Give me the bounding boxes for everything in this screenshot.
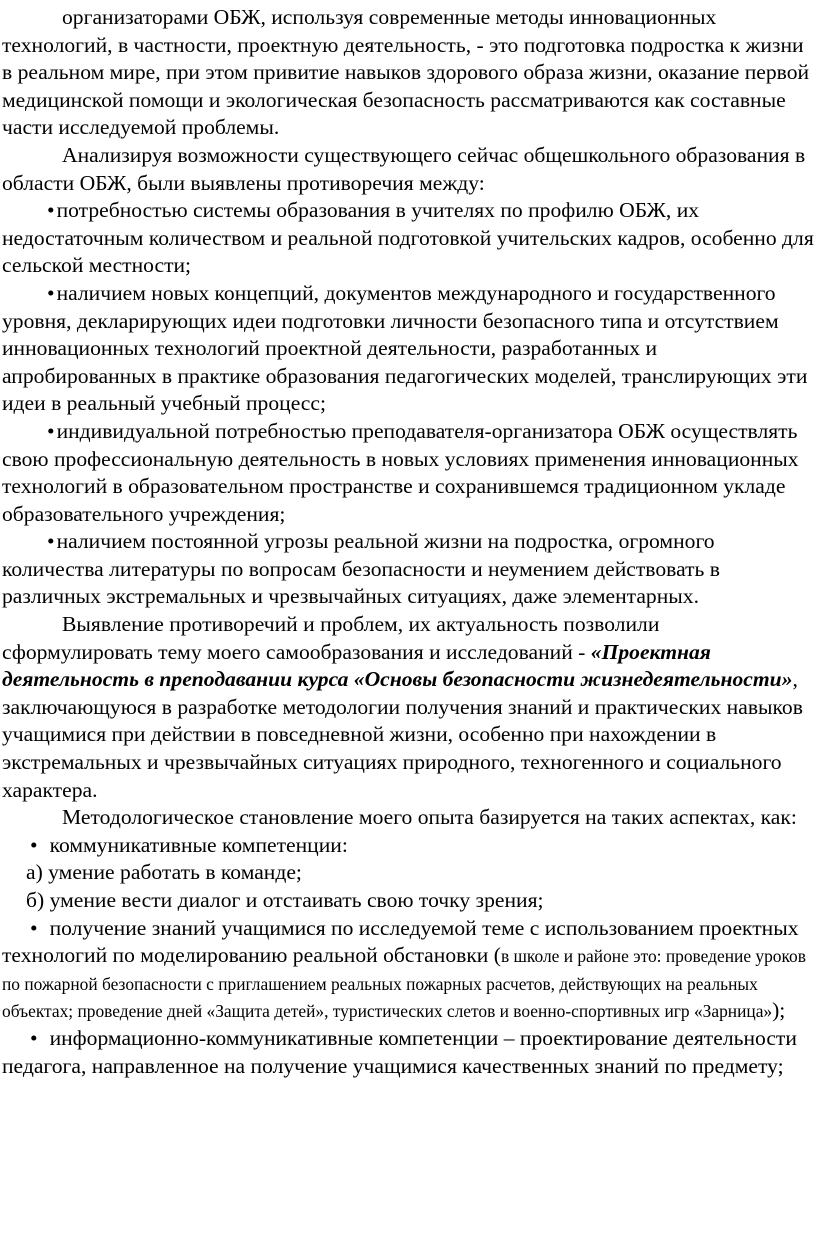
bullet-icon: • bbox=[30, 1025, 38, 1050]
aspect-note: в школе и районе это: проведение уроков по пожарной безопасности с приглашением реальных пожарных расчетов, действующих на реальных объектах; проведение дней «Защита детей», туристических слетов и военно-спортивных игр «Зарница» bbox=[2, 946, 806, 1022]
topic-lead: Выявление противоречий и проблем, их актуальность позволили сформулировать тему моего самообразования и исследований - bbox=[2, 612, 660, 664]
aspect-sub-b: б) умение вести диалог и отстаивать свою точку зрения; bbox=[26, 888, 544, 912]
contradiction-item-2 bbox=[2, 280, 814, 418]
contradiction-text: индивидуальной потребностью преподавателя-организатора ОБЖ осуществлять свою профессиональную деятельность в новых условиях применения инновационных технологий в образовательном пространстве и сохранившемся традиционном укладе образовательного учреждения; bbox=[2, 418, 799, 526]
aspect-item-1 bbox=[2, 832, 814, 860]
aspect-text: получение знаний учащимися по исследуемой теме с использованием проектных технологий по моделированию реальной обстановки ( bbox=[2, 915, 799, 968]
topic-rest: , заключающуюся в разработке методологии получения знаний и практических навыков учащимися при действии в повседневной жизни, особенно при нахождении в экстремальных и чрезвычайных ситуациях природного, техногенного и социального характера. bbox=[2, 667, 803, 802]
bullet-icon: • bbox=[47, 529, 55, 554]
aspect-end: ); bbox=[772, 998, 786, 1023]
bullet-icon: • bbox=[47, 198, 55, 223]
paragraph-intro: организаторами ОБЖ, используя современные методы инновационных технологий, в частности, проектную деятельность, - это подготовка подростка к жизни в реальном мире, при этом привитие навыков здорового образа жизни, оказание первой медицинской помощи и экологическая безопасность рассматриваются как составные части исследуемой проблемы. bbox=[2, 5, 810, 140]
paragraph-methodology: Методологическое становление моего опыта базируется на таких аспектах, как: bbox=[62, 805, 797, 830]
contradiction-text: потребностью системы образования в учителях по профилю ОБЖ, их недостаточным количеством и реальной подготовкой учительских кадров, особенно для сельской местности; bbox=[2, 198, 814, 278]
aspect-sub-a: а) умение работать в команде; bbox=[26, 860, 302, 885]
contradiction-item-4 bbox=[2, 528, 814, 611]
contradiction-text: наличием постоянной угрозы реальной жизни на подростка, огромного количества литературы по вопросам безопасности и неумением действовать в различных экстремальных и чрезвычайных ситуациях, даже элементарных. bbox=[2, 529, 720, 609]
bullet-icon: • bbox=[30, 832, 38, 857]
bullet-icon: • bbox=[47, 280, 55, 305]
contradiction-item-3 bbox=[2, 418, 814, 528]
paragraph-topic bbox=[2, 611, 814, 804]
aspect-item-2 bbox=[2, 915, 814, 1025]
topic-title: «Проектная деятельность в преподавании курса «Основы безопасности жизнедеятельности» bbox=[2, 639, 793, 692]
aspect-item-3 bbox=[2, 1025, 814, 1080]
bullet-icon: • bbox=[47, 418, 55, 443]
paragraph-contradictions: Анализируя возможности существующего сейчас общешкольного образования в области ОБЖ, были выявлены противоречия между: bbox=[2, 142, 806, 195]
bullet-icon: • bbox=[30, 915, 38, 940]
contradiction-text: наличием новых концепций, документов международного и государственного уровня, декларирующих идеи подготовки личности безопасного типа и отсутствием инновационных технологий проектной деятельности, разработанных и апробированных в практике образования педагогических моделей, транслирующих эти идеи в реальный учебный процесс; bbox=[2, 280, 808, 416]
aspect-text: информационно-коммуникативные компетенции – проектирование деятельности педагога, направленное на получение учащимися качественных знаний по предмету; bbox=[2, 1025, 797, 1078]
aspect-text: коммуникативные компетенции: bbox=[49, 832, 348, 857]
contradiction-item-1 bbox=[2, 197, 814, 280]
